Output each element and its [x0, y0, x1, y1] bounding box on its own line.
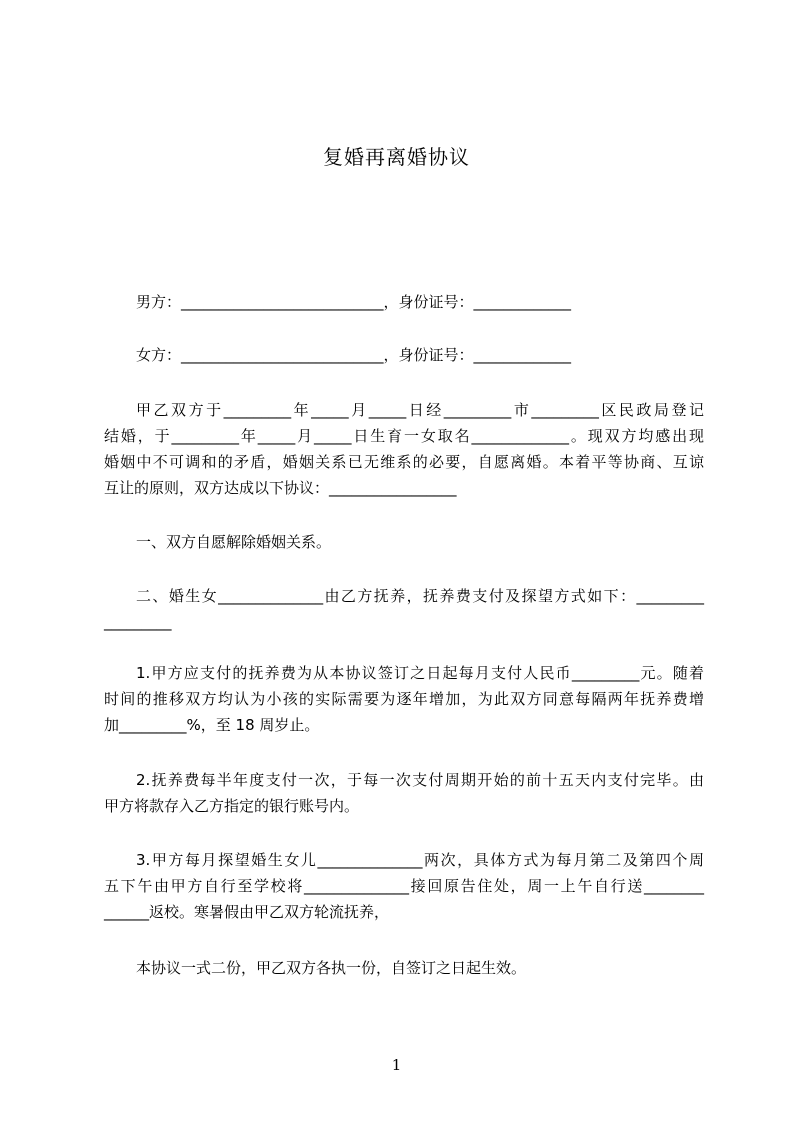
- clause-1-line-1: 1.甲方应支付的抚养费为从本协议签订之日起每月支付人民币_________元。随着: [136, 664, 704, 682]
- article-2-line-2: _________: [104, 613, 172, 631]
- article-1: [104, 531, 704, 553]
- clause-1-line-3: 加_________%，至 18 周岁止。: [104, 716, 320, 734]
- clause-2-line-1: 2.抚养费每半年度支付一次，于每一次支付周期开始的前十五天内支付完毕。由: [136, 771, 704, 789]
- clause-2-paragraph: [104, 767, 704, 819]
- intro-line-2: 结婚，于_________年_____月_____日生育一女取名_____________。现双方均感出现: [104, 427, 704, 445]
- clause-3-line-3: ______返校。寒暑假由甲乙双方轮流抚养，: [104, 903, 390, 921]
- intro-paragraph: [104, 397, 704, 501]
- clause-2-line-2: 甲方将款存入乙方指定的银行账号内。: [104, 797, 360, 815]
- clause-3-paragraph: [104, 847, 704, 925]
- intro-line-1: 甲乙双方于_________年_____月_____日经_________市_________区民政局登记: [136, 401, 704, 419]
- article-2-paragraph: [104, 583, 704, 635]
- article-2-line-1: 二、婚生女______________由乙方抚养，抚养费支付及探望方式如下：_________: [136, 587, 704, 605]
- article-1-text: 一、双方自愿解除婚姻关系。: [136, 533, 332, 551]
- man-party-text: 男方：___________________________，身份证号：_____________: [136, 293, 572, 311]
- document-title: 复婚再离婚协议: [323, 145, 470, 169]
- closing-text: 本协议一式二份，甲乙双方各执一份，自签订之日起生效。: [136, 959, 527, 977]
- page-number: 1: [391, 1056, 402, 1074]
- clause-1-line-2: 时间的推移双方均认为小孩的实际需要为逐年增加，为此双方同意每隔两年抚养费增: [104, 690, 704, 708]
- closing-line: [104, 957, 704, 979]
- clause-1-paragraph: [104, 660, 704, 738]
- clause-3-line-2: 五下午由甲方自行至学校将______________接回原告住处，周一上午自行送________: [104, 877, 704, 895]
- woman-party-text: 女方：___________________________，身份证号：_____________: [136, 346, 572, 364]
- intro-line-4: 互让的原则，双方达成以下协议：_________________: [104, 479, 457, 497]
- man-party-line: [104, 291, 704, 313]
- clause-3-line-1: 3.甲方每月探望婚生女儿______________两次，具体方式为每月第二及第四个周: [136, 851, 704, 869]
- woman-party-line: [104, 344, 704, 366]
- intro-line-3: 婚姻中不可调和的矛盾，婚姻关系已无维系的必要，自愿离婚。本着平等协商、互谅: [104, 453, 704, 471]
